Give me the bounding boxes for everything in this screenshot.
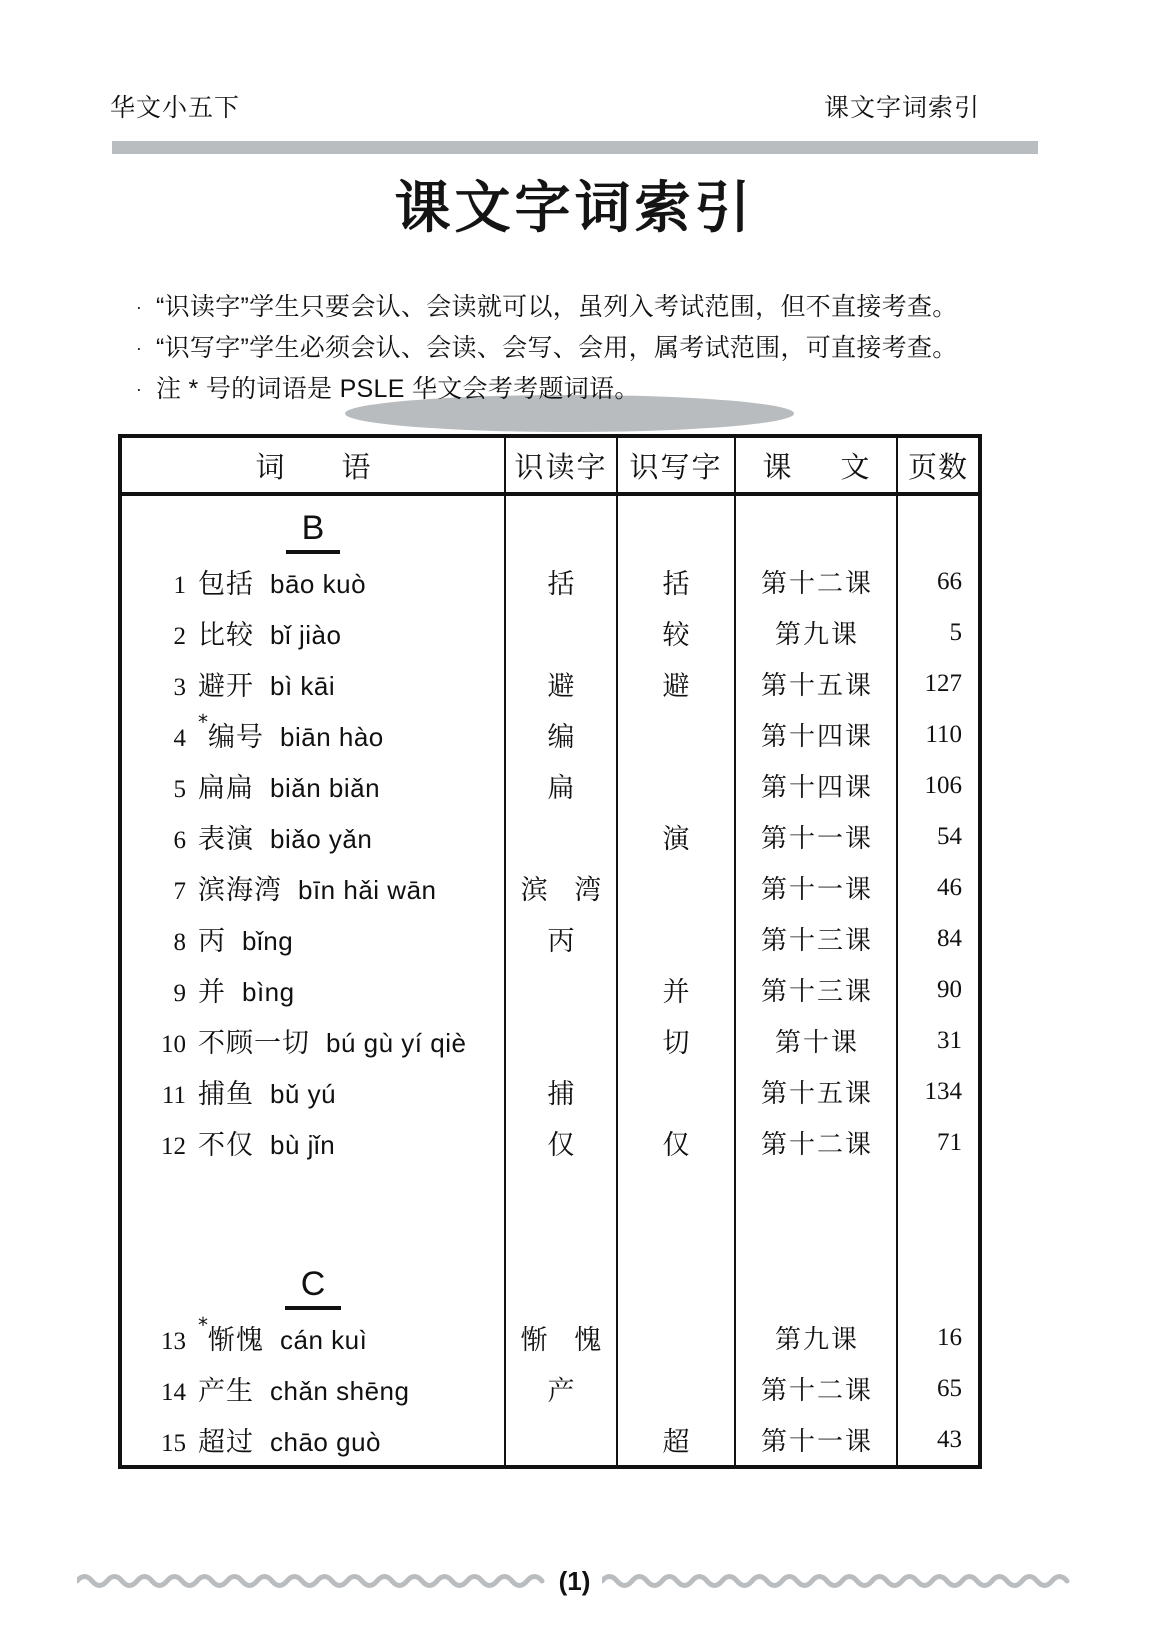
table-cell-lesson (736, 913, 898, 964)
table-cell-lesson-text: 第九课 (774, 1325, 859, 1355)
table-cell-write-chars (618, 1066, 736, 1117)
table-cell-word (122, 658, 506, 709)
row-index: 9 (173, 980, 186, 1007)
word-hanzi: 不仅 (198, 1130, 254, 1161)
table-cell-lesson-text: 第十三课 (760, 977, 873, 1007)
table-cell-write-chars (618, 709, 736, 760)
table-cell-lesson (736, 1117, 898, 1168)
table-cell-word (122, 811, 506, 862)
table-cell-word (122, 556, 506, 607)
table-cell-word (122, 1117, 506, 1168)
table-row (122, 709, 978, 760)
table-cell-lesson (736, 811, 898, 862)
row-index: 14 (161, 1379, 186, 1406)
bullet-icon: · (135, 379, 143, 399)
header-rule (112, 141, 1038, 154)
word-pinyin: bāo kuò (270, 569, 367, 599)
note-item (122, 374, 1022, 404)
page-footer (0, 1556, 1149, 1606)
bullet-icon: · (135, 297, 143, 317)
row-index: 2 (173, 623, 186, 650)
table-cell-lesson (736, 964, 898, 1015)
psle-star-marker: * (198, 1313, 209, 1337)
word-pinyin: biǎo yǎn (270, 824, 373, 854)
table-cell-page-text: 5 (949, 618, 962, 646)
row-index: 6 (173, 827, 186, 854)
table-cell-lesson-text: 第十四课 (760, 722, 873, 752)
table-row (122, 1015, 978, 1066)
table-cell-lesson (736, 760, 898, 811)
word-cell-inner (122, 1313, 504, 1357)
row-index: 11 (161, 1082, 186, 1109)
table-cell-lesson (736, 1015, 898, 1066)
word-pinyin: bǔ yú (270, 1079, 337, 1109)
table-row (122, 1312, 978, 1363)
word-cell-inner (122, 562, 504, 601)
table-cell-write-chars (618, 556, 736, 607)
table-row (122, 760, 978, 811)
word-cell-inner (122, 613, 504, 652)
row-index: 4 (173, 725, 186, 752)
table-cell-write-chars-text: 演 (662, 824, 699, 855)
word-cell-inner (122, 1420, 504, 1459)
table-cell-read-chars (506, 1363, 618, 1414)
column-header-page: 页数 (907, 451, 968, 484)
section-letter-row (122, 1252, 978, 1312)
word-hanzi: 表演 (198, 824, 254, 855)
table-cell-lesson (736, 1363, 898, 1414)
table-cell-write-chars (618, 913, 736, 964)
table-cell-lesson-text: 第十四课 (760, 773, 873, 803)
table-cell-read-chars-text: 产 (547, 1376, 584, 1407)
word-pinyin: cán kuì (280, 1325, 368, 1355)
note-text: “识写字”学生必须会认、会读、会写、会用，属考试范围，可直接考查。 (156, 334, 958, 362)
table-cell-read-chars-text: 避 (547, 671, 584, 702)
table-cell-read-chars (506, 658, 618, 709)
table-cell-read-chars-text: 扁 (547, 773, 584, 804)
row-index: 15 (161, 1430, 186, 1457)
table-cell-write-chars (618, 658, 736, 709)
table-cell-read-chars (506, 862, 618, 913)
table-cell-lesson-text: 第十一课 (760, 875, 873, 905)
table-cell-read-chars (506, 1312, 618, 1363)
word-hanzi: 产生 (198, 1376, 254, 1407)
word-pinyin: bìng (242, 977, 295, 1007)
word-pinyin: bì kāi (270, 671, 336, 701)
table-cell-write-chars (618, 1363, 736, 1414)
table-cell-page (898, 862, 978, 913)
table-cell-read-chars (506, 556, 618, 607)
table-cell-lesson (736, 607, 898, 658)
table-cell-page-text: 46 (937, 873, 962, 901)
table-cell-page (898, 760, 978, 811)
table-cell-empty (736, 496, 898, 556)
table-cell-read-chars (506, 964, 618, 1015)
table-cell-lesson (736, 556, 898, 607)
table-cell-write-chars (618, 607, 736, 658)
row-index: 13 (161, 1328, 186, 1355)
word-hanzi: 不顾一切 (198, 1028, 310, 1059)
table-cell-write-chars-text: 括 (662, 569, 699, 600)
table-cell-word (122, 1312, 506, 1363)
table-cell-page (898, 964, 978, 1015)
word-cell-inner (122, 817, 504, 856)
table-cell-lesson-text: 第九课 (774, 620, 859, 650)
table-cell-write-chars (618, 760, 736, 811)
row-index: 3 (173, 674, 186, 701)
table-cell-read-chars-text: 仅 (547, 1130, 584, 1161)
table-cell-write-chars (618, 862, 736, 913)
table-cell-page (898, 658, 978, 709)
table-cell-word (122, 1015, 506, 1066)
table-cell-empty (898, 496, 978, 556)
word-cell-inner (122, 766, 504, 805)
wave-decoration-right (602, 1568, 1072, 1594)
bullet-icon: · (135, 338, 143, 358)
word-hanzi: 滨海湾 (198, 875, 282, 906)
table-cell-read-chars-text: 编 (547, 722, 584, 753)
running-header (110, 88, 980, 124)
section-letter-row (122, 496, 978, 556)
table-cell-write-chars-text: 并 (662, 977, 699, 1008)
page-number: (1) (558, 1565, 591, 1596)
psle-star-marker: * (198, 710, 209, 734)
word-cell-inner (122, 710, 504, 754)
table-cell-write-chars (618, 1414, 736, 1465)
word-hanzi: *编号 (198, 710, 264, 753)
wave-decoration-left (77, 1568, 547, 1594)
table-cell-word (122, 1414, 506, 1465)
word-hanzi: 扁扁 (198, 773, 254, 804)
table-cell-page-text: 65 (937, 1374, 962, 1402)
table-cell-page (898, 556, 978, 607)
word-cell-inner (122, 868, 504, 907)
note-item (122, 292, 1022, 322)
table-cell-write-chars (618, 1015, 736, 1066)
table-cell-lesson-text: 第十课 (774, 1028, 859, 1058)
table-cell-write-chars (618, 964, 736, 1015)
table-cell-word (122, 760, 506, 811)
column-header-read-chars: 识读字 (506, 438, 618, 492)
table-cell-write-chars (618, 1117, 736, 1168)
table-cell-page-text: 43 (937, 1425, 962, 1453)
row-index: 7 (173, 878, 186, 905)
word-pinyin: bīn hǎi wān (298, 875, 437, 905)
table-cell-lesson-text: 第十二课 (760, 1376, 873, 1406)
table-cell-page (898, 607, 978, 658)
table-cell-write-chars (618, 811, 736, 862)
section-gap-row (122, 1168, 978, 1252)
table-cell-empty (506, 1168, 618, 1252)
table-row (122, 556, 978, 607)
table-cell-write-chars-text: 超 (662, 1427, 699, 1458)
table-cell-lesson (736, 1414, 898, 1465)
table-cell-page (898, 1015, 978, 1066)
word-hanzi: 比较 (198, 620, 254, 651)
table-cell-empty (122, 1168, 506, 1252)
table-row (122, 1117, 978, 1168)
page-title: 课文字词索引 (394, 176, 755, 239)
table-cell-page-text: 31 (937, 1026, 962, 1054)
table-cell-page-text: 110 (925, 720, 962, 748)
table-cell-word (122, 862, 506, 913)
section-letter: B (286, 511, 341, 554)
table-cell-read-chars (506, 607, 618, 658)
word-hanzi: *惭愧 (198, 1313, 264, 1356)
table-cell-write-chars-text: 仅 (662, 1130, 699, 1161)
table-row (122, 862, 978, 913)
word-pinyin: bǐng (242, 926, 294, 956)
table-cell-word (122, 709, 506, 760)
table-cell-page (898, 1117, 978, 1168)
table-cell-lesson-text: 第十五课 (760, 671, 873, 701)
table-cell-lesson (736, 1066, 898, 1117)
running-header-left: 华文小五下 (110, 94, 241, 122)
word-hanzi: 丙 (198, 926, 226, 957)
word-pinyin: biān hào (280, 722, 384, 752)
table-cell-lesson-text: 第十三课 (760, 926, 873, 956)
table-cell-word (122, 1363, 506, 1414)
table-cell-write-chars-text: 较 (662, 620, 699, 651)
table-cell-read-chars (506, 1117, 618, 1168)
vocabulary-index-table (118, 434, 982, 1469)
table-cell-lesson (736, 862, 898, 913)
notes-list (122, 292, 1022, 415)
table-cell-word (122, 964, 506, 1015)
section-letter-cell (122, 1252, 506, 1312)
word-cell-inner (122, 970, 504, 1009)
row-index: 5 (173, 776, 186, 803)
table-cell-lesson (736, 709, 898, 760)
table-cell-empty (506, 496, 618, 556)
table-cell-page (898, 811, 978, 862)
table-row (122, 964, 978, 1015)
table-cell-empty (618, 1252, 736, 1312)
table-cell-lesson (736, 1312, 898, 1363)
table-cell-page-text: 106 (924, 771, 962, 799)
table-cell-read-chars-text: 滨 湾 (520, 875, 611, 906)
table-cell-empty (736, 1252, 898, 1312)
table-cell-read-chars (506, 760, 618, 811)
table-cell-lesson-text: 第十五课 (760, 1079, 873, 1109)
word-pinyin: chǎn shēng (270, 1376, 410, 1406)
table-cell-lesson-text: 第十一课 (760, 1427, 873, 1457)
word-cell-inner (122, 1123, 504, 1162)
table-row (122, 1066, 978, 1117)
table-cell-read-chars (506, 709, 618, 760)
table-row (122, 913, 978, 964)
column-header-word: 词 语 (122, 438, 506, 492)
table-cell-read-chars-text: 括 (547, 569, 584, 600)
table-cell-read-chars (506, 1066, 618, 1117)
table-cell-page (898, 1066, 978, 1117)
table-cell-read-chars (506, 811, 618, 862)
column-header-write-chars: 识写字 (618, 438, 736, 492)
table-row (122, 1363, 978, 1414)
table-cell-page-text: 84 (937, 924, 962, 952)
word-cell-inner (122, 1021, 504, 1060)
word-pinyin: bù jǐn (270, 1130, 336, 1160)
word-pinyin: bǐ jiào (270, 620, 342, 650)
table-cell-empty (898, 1252, 978, 1312)
table-cell-read-chars (506, 913, 618, 964)
note-text: 注 * 号的词语是 PSLE 华文会考考题词语。 (156, 375, 640, 403)
table-row (122, 1414, 978, 1465)
table-cell-write-chars (618, 1312, 736, 1363)
table-cell-lesson (736, 658, 898, 709)
word-pinyin: bú gù yí qiè (326, 1028, 467, 1058)
running-header-right: 课文字词索引 (823, 94, 980, 122)
table-cell-empty (506, 1252, 618, 1312)
row-index: 12 (161, 1133, 186, 1160)
title-block (0, 176, 1149, 286)
table-cell-word (122, 607, 506, 658)
table-row (122, 811, 978, 862)
note-item (122, 333, 1022, 363)
table-cell-page (898, 709, 978, 760)
section-letter: C (285, 1267, 342, 1310)
word-pinyin: biǎn biǎn (270, 773, 381, 803)
table-cell-empty (898, 1168, 978, 1252)
table-cell-page-text: 90 (937, 975, 962, 1003)
table-cell-word (122, 1066, 506, 1117)
table-cell-page-text: 16 (937, 1323, 962, 1351)
table-cell-read-chars-text: 丙 (547, 926, 584, 957)
table-cell-page-text: 127 (924, 669, 962, 697)
word-hanzi: 避开 (198, 671, 254, 702)
word-cell-inner (122, 919, 504, 958)
table-cell-read-chars (506, 1414, 618, 1465)
table-row (122, 607, 978, 658)
word-cell-inner (122, 1072, 504, 1111)
word-hanzi: 捕鱼 (198, 1079, 254, 1110)
table-cell-empty (736, 1168, 898, 1252)
word-cell-inner (122, 664, 504, 703)
word-hanzi: 并 (198, 977, 226, 1008)
table-cell-read-chars-text: 惭 愧 (520, 1325, 611, 1356)
table-cell-lesson-text: 第十二课 (760, 1130, 873, 1160)
table-cell-page-text: 54 (937, 822, 962, 850)
table-cell-page (898, 1312, 978, 1363)
table-cell-lesson-text: 第十二课 (760, 569, 873, 599)
table-cell-page-text: 134 (924, 1077, 962, 1105)
column-header-lesson: 课 文 (736, 438, 898, 492)
section-letter-cell (122, 496, 506, 556)
table-cell-page-text: 66 (937, 567, 962, 595)
word-hanzi: 超过 (198, 1427, 254, 1458)
word-pinyin: chāo guò (270, 1427, 381, 1457)
table-cell-write-chars-text: 避 (662, 671, 699, 702)
table-cell-page (898, 913, 978, 964)
table-cell-empty (618, 496, 736, 556)
table-cell-word (122, 913, 506, 964)
note-text: “识读字”学生只要会认、会读就可以，虽列入考试范围，但不直接考查。 (156, 293, 958, 321)
row-index: 10 (161, 1031, 186, 1058)
table-body (122, 496, 978, 1465)
table-cell-write-chars-text: 切 (662, 1028, 699, 1059)
word-hanzi: 包括 (198, 569, 254, 600)
table-cell-page (898, 1414, 978, 1465)
table-header-row (122, 438, 978, 496)
table-row (122, 658, 978, 709)
row-index: 1 (173, 572, 186, 599)
table-cell-read-chars (506, 1015, 618, 1066)
word-cell-inner (122, 1369, 504, 1408)
table-cell-read-chars-text: 捕 (547, 1079, 584, 1110)
row-index: 8 (173, 929, 186, 956)
table-cell-lesson-text: 第十一课 (760, 824, 873, 854)
table-cell-page-text: 71 (937, 1128, 962, 1156)
table-cell-empty (618, 1168, 736, 1252)
table-cell-page (898, 1363, 978, 1414)
